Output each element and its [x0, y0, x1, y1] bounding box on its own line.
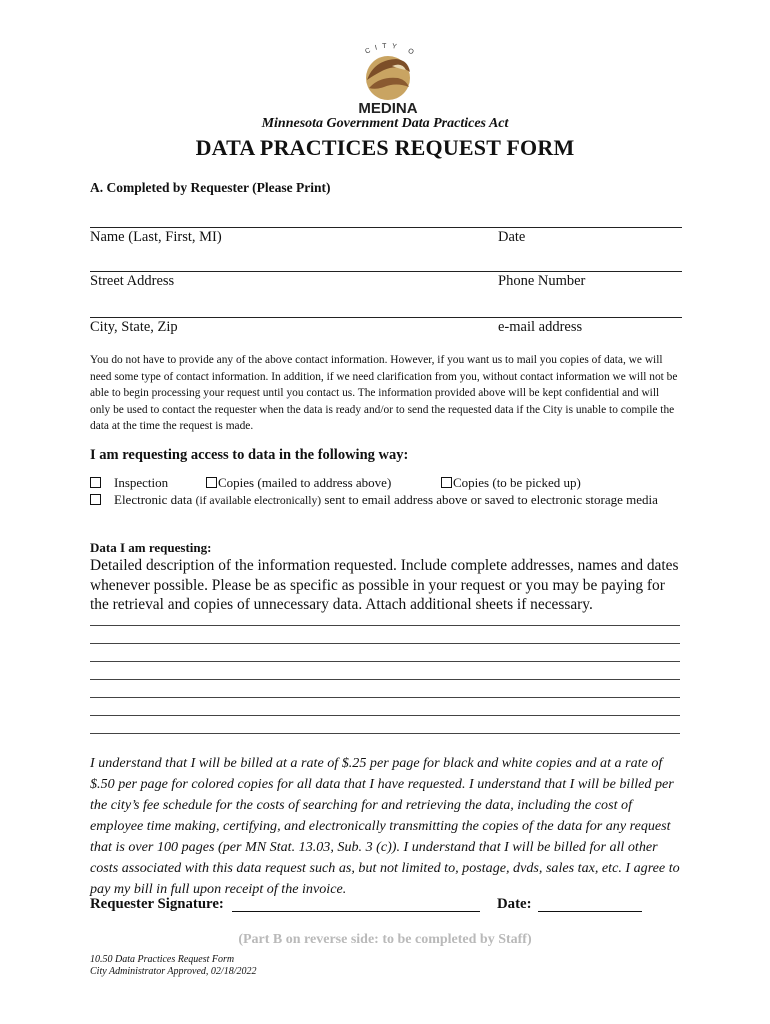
street-field-label: Street Address: [90, 273, 175, 289]
form-title: DATA PRACTICES REQUEST FORM: [195, 135, 575, 160]
option-electronic-data[interactable]: [90, 491, 680, 509]
city-field-label: City, State, Zip: [90, 319, 178, 335]
section-a-heading: A. Completed by Requester (Please Print): [90, 180, 331, 195]
data-requested-description: Detailed description of the information requested. Include complete addresses, names and dates whenever possible. Please be as specific as possible in your request or you may be paying for the retrieval and copies of unnecessary data. Attach additional sheets if necessary.: [90, 557, 679, 613]
billing-agreement: I understand that I will be billed at a rate of $.25 per page for black and white copies and at a rate of $.50 per page for colored copies for all data that I have requested. I understand that I will be billed per the city’s fee schedule for the costs of searching for and retrieving the data, including the cost of employee time making, certifying, and electronically transmitting the copies of the data for any request that is over 100 pages (per MN Stat. 13.03, Sub. 3 (c)). I understand that I will be billed for all other costs associated with this data request such as, but not limited to, postage, dvds, sales tax, etc. I agree to pay my bill in full upon receipt of the invoice.: [90, 755, 680, 897]
checkbox-icon[interactable]: [90, 477, 101, 488]
option-copies-picked-up-label: Copies (to be picked up): [453, 475, 581, 490]
access-method-heading: I am requesting access to data in the following way:: [90, 447, 409, 463]
write-in-line[interactable]: [90, 697, 680, 698]
option-inspection[interactable]: [90, 475, 168, 491]
phone-field-label: Phone Number: [498, 273, 586, 289]
signature-date-line[interactable]: [538, 911, 642, 912]
signature-label: Requester Signature:: [90, 896, 224, 912]
logo-arc-text: CITY O: [364, 42, 420, 59]
write-in-line[interactable]: [90, 643, 680, 644]
signature-line[interactable]: [232, 911, 480, 912]
write-in-line[interactable]: [90, 715, 680, 716]
contact-info-note: You do not have to provide any of the above contact information. However, if you want us to mail you copies of data, we will need some type of contact information. In addition, if we need clarification from you, without contact information we will not be able to begin processing your request until you contact us. The information provided above will be kept confidential and will only be used to contact the requester when the data is ready and/or to send the requested data if the City is unable to compile the data at the time the request is made.: [90, 354, 678, 433]
name-field-label: Name (Last, First, MI): [90, 229, 222, 245]
option-inspection-label: Inspection: [114, 475, 169, 490]
checkbox-icon[interactable]: [441, 477, 452, 488]
signature-date-label: Date:: [497, 896, 532, 912]
write-in-line[interactable]: [90, 625, 680, 626]
field-rule: [90, 271, 682, 272]
option-electronic-lead: Electronic data: [114, 492, 196, 507]
approval-line: City Administrator Approved, 02/18/2022: [90, 966, 257, 977]
option-electronic-tail: sent to email address above or saved to electronic storage media: [321, 492, 658, 507]
option-electronic-paren: (if available electronically): [195, 494, 322, 507]
field-rule: [90, 227, 682, 228]
date-field-label: Date: [498, 229, 526, 245]
svg-text:CITY OF: [340, 42, 419, 59]
option-copies-picked-up[interactable]: [441, 475, 581, 491]
option-copies-mailed[interactable]: [206, 475, 391, 491]
write-in-line[interactable]: [90, 661, 680, 662]
write-in-line[interactable]: [90, 679, 680, 680]
data-requested-heading: Data I am requesting:: [90, 540, 212, 555]
email-field-label: e-mail address: [498, 319, 583, 335]
option-copies-mailed-label: Copies (mailed to address above): [218, 475, 392, 490]
logo-name: MEDINA: [358, 100, 418, 116]
form-subtitle: Minnesota Government Data Practices Act: [261, 116, 509, 131]
city-logo: [340, 42, 436, 116]
checkbox-icon[interactable]: [90, 494, 101, 505]
part-b-note: (Part B on reverse side: to be completed by Staff): [238, 932, 532, 947]
write-in-line[interactable]: [90, 733, 680, 734]
form-id: 10.50 Data Practices Request Form: [90, 954, 235, 965]
checkbox-icon[interactable]: [206, 477, 217, 488]
field-rule: [90, 317, 682, 318]
